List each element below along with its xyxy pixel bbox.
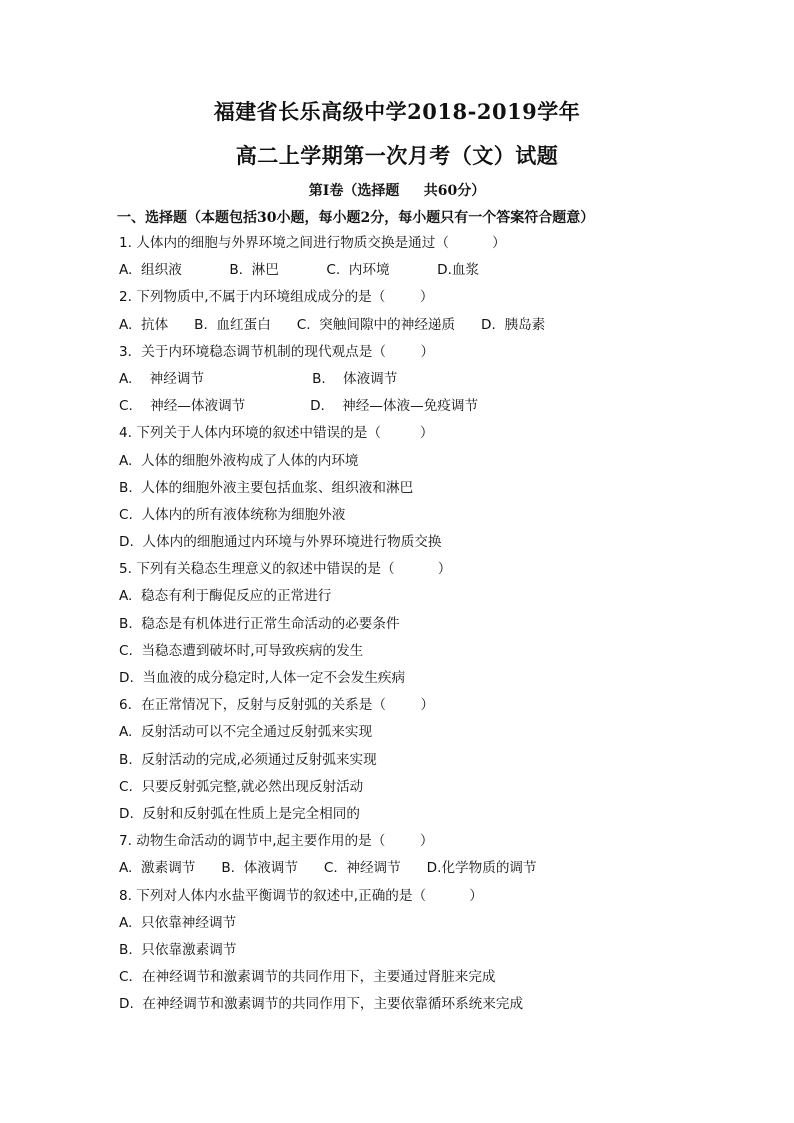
exam-title: 福建省长乐高级中学2018-2019学年	[213, 99, 581, 124]
answer-option: C. 只要反射弧完整,就必然出现反射活动	[119, 778, 364, 795]
answer-option: C. 当稳态遭到破坏时,可导致疾病的发生	[119, 642, 364, 659]
answer-option: B. 稳态是有机体进行正常生命活动的必要条件	[119, 615, 400, 632]
answer-option: D. 反射和反射弧在性质上是完全相同的	[119, 805, 360, 822]
part-heading: 第Ⅰ卷（选择题 共60分）	[308, 183, 486, 199]
answer-option: A. 组织液 B. 淋巴 C. 内环境 D.血浆	[119, 262, 480, 279]
answer-option: C．在神经调节和激素调节的共同作用下，主要通过肾脏来完成	[119, 969, 496, 986]
answer-option: C. 神经—体液调节 D. 神经—体液—免疫调节	[119, 398, 479, 415]
answer-option: D. 在神经调节和激素调节的共同作用下，主要依靠循环系统来完成	[119, 996, 524, 1013]
question-stem: 7. 动物生命活动的调节中,起主要作用的是（ ）	[119, 833, 434, 850]
answer-option: D. 当血液的成分稳定时,人体一定不会发生疾病	[119, 670, 406, 686]
answer-option: A. 神经调节 B. 体液调节	[119, 370, 398, 387]
answer-option: A. 抗体 B. 血红蛋白 C. 突触间隙中的神经递质 D. 胰岛素	[119, 316, 546, 333]
question-stem: 2. 下列物质中,不属于内环境组成成分的是（ ）	[119, 289, 434, 306]
question-stem: 5. 下列有关稳态生理意义的叙述中错误的是（ ）	[119, 561, 452, 578]
question-stem: 3．关于内环境稳态调节机制的现代观点是（ ）	[119, 343, 435, 360]
answer-option: A. 人体的细胞外液构成了人体的内环境	[119, 452, 359, 469]
answer-option: A. 稳态有利于酶促反应的正常进行	[119, 588, 332, 605]
answer-option: B. 反射活动的完成,必须通过反射弧来实现	[119, 751, 377, 768]
answer-option: A. 激素调节 B. 体液调节 C. 神经调节 D.化学物质的调节	[119, 860, 537, 877]
exam-subtitle: 高二上学期第一次月考（文）试题	[235, 143, 559, 168]
question-list	[119, 233, 719, 1021]
answer-option: A. 只依靠神经调节	[119, 914, 237, 931]
answer-option: B. 只依靠激素调节	[119, 941, 237, 958]
answer-option: A. 反射活动可以不完全通过反射弧来实现	[119, 724, 373, 741]
question-stem: 6．在正常情况下，反射与反射弧的关系是（ ）	[119, 697, 435, 714]
answer-option: B. 人体的细胞外液主要包括血浆、组织液和淋巴	[119, 479, 414, 496]
question-stem: 1. 人体内的细胞与外界环境之间进行物质交换是通过（ ）	[119, 235, 506, 251]
answer-option: D. 人体内的细胞通过内环境与外界环境进行物质交换	[119, 534, 442, 551]
question-stem: 8. 下列对人体内水盐平衡调节的叙述中,正确的是（ ）	[119, 887, 483, 904]
section-heading: 一、选择题（本题包括30小题，每小题2分，每小题只有一个答案符合题意）	[117, 210, 595, 226]
question-stem: 4. 下列关于人体内环境的叙述中错误的是（ ）	[119, 425, 434, 442]
answer-option: C. 人体内的所有液体统称为细胞外液	[119, 506, 346, 523]
